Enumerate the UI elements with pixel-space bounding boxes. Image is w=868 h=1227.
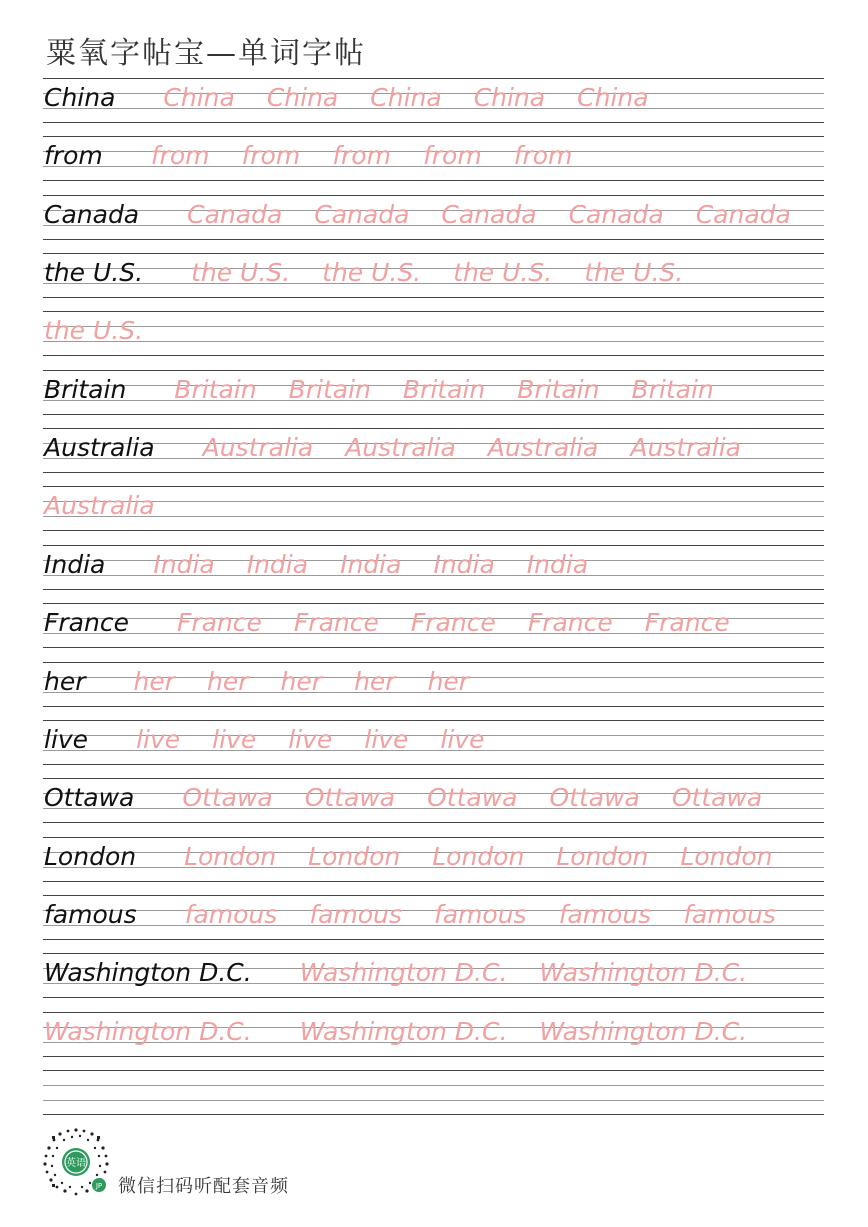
model-word: Australia [44,433,155,463]
trace-word: famous [184,899,278,929]
trace-word: Ottawa [427,783,518,813]
word-row [0,545,868,603]
qr-corner-text: JP [95,1182,103,1190]
trace-word: live [212,724,257,754]
trace-word: live [288,724,333,754]
trace-word: Britain [402,374,486,404]
trace-word: Washington D.C. [299,958,508,988]
word-row [0,895,868,953]
model-word: India [44,549,106,579]
trace-word: Australia [345,433,456,463]
trace-word: Washington D.C. [44,1016,252,1046]
trace-word: the U.S. [44,316,144,346]
model-word: the U.S. [44,258,144,288]
trace-word: her [354,666,396,696]
trace-word: famous [433,899,527,929]
trace-word: Ottawa [182,783,273,813]
word-row [0,78,868,136]
word-row [0,195,868,253]
model-word: France [44,608,129,638]
trace-word: Australia [202,433,314,463]
trace-word: Washington D.C. [539,1016,748,1046]
trace-word: China [266,83,339,112]
trace-word: Washington D.C. [539,958,748,988]
trace-word: Britain [517,374,600,404]
trace-word: London [432,841,525,871]
trace-word: Canada [187,199,283,229]
model-word: Britain [44,374,127,404]
word-row [0,662,868,720]
trace-word: Washington D.C. [299,1016,508,1046]
trace-word: India [433,549,495,579]
model-word: China [44,83,116,112]
trace-word: London [556,841,649,871]
qr-badge-text: 英语 [66,1158,86,1169]
page-title: 粟氧字帖宝—单词字帖 [46,36,366,71]
trace-word: Britain [631,374,714,404]
trace-word: Britain [174,374,257,404]
model-word: London [44,841,137,871]
word-row [0,370,868,428]
trace-word: Canada [568,199,664,229]
trace-word: the U.S. [191,258,291,288]
trace-word: the U.S. [453,258,553,288]
model-word: Washington D.C. [44,958,252,988]
trace-word: London [308,841,401,871]
trace-word: London [680,841,773,871]
trace-word: India [153,549,215,579]
trace-word: from [241,141,301,171]
trace-word: France [293,608,379,638]
word-row [0,953,868,1011]
word-row [0,1012,868,1070]
trace-word: her [280,666,323,696]
trace-word: France [410,608,496,638]
word-row [0,311,868,369]
bottom-rule [43,1114,824,1115]
footer [40,1126,440,1198]
trace-word: India [246,549,309,579]
trace-word: China [370,83,442,112]
qr-code-icon[interactable] [40,1126,112,1198]
model-word: Canada [44,199,140,229]
model-word: Ottawa [44,783,135,813]
trace-word: from [150,141,210,171]
trace-word: France [176,608,262,638]
trace-word: China [473,83,546,112]
trace-word: Canada [441,199,537,229]
word-row [0,136,868,194]
trace-word: France [644,608,730,638]
trace-word: Australia [44,491,155,521]
trace-word: live [136,724,181,754]
trace-word: London [184,841,277,871]
word-row [0,603,868,661]
word-row [0,837,868,895]
trace-word: Britain [288,374,371,404]
trace-word: India [340,549,402,579]
word-row [0,778,868,836]
scan-caption: 微信扫码听配套音频 [118,1176,289,1197]
word-row [0,428,868,486]
model-word: live [44,724,89,754]
trace-word: famous [309,899,402,929]
trace-word: from [422,141,482,171]
model-word: famous [44,899,137,929]
trace-word: famous [683,899,776,929]
trace-word: the U.S. [584,258,684,288]
word-row [0,253,868,311]
trace-word: her [207,666,249,696]
trace-word: her [133,666,176,696]
trace-word: Australia [630,433,741,463]
trace-word: China [163,83,235,112]
trace-word: China [577,83,649,112]
word-row [0,486,868,544]
trace-word: India [526,549,589,579]
word-row [0,720,868,778]
trace-word: Australia [487,433,599,463]
model-word: from [44,141,103,171]
trace-word: from [513,141,573,171]
trace-word: Canada [314,199,410,229]
word-row [0,1070,868,1128]
trace-word: Ottawa [671,783,763,813]
model-word: her [44,666,86,696]
trace-word: Ottawa [549,783,640,813]
trace-word: France [527,608,613,638]
trace-word: from [332,141,391,171]
trace-word: famous [558,899,652,929]
trace-word: live [440,724,485,754]
trace-word: her [427,666,470,696]
trace-word: the U.S. [322,258,422,288]
trace-word: live [364,724,409,754]
trace-word: Ottawa [304,783,396,813]
trace-word: Canada [695,199,791,229]
